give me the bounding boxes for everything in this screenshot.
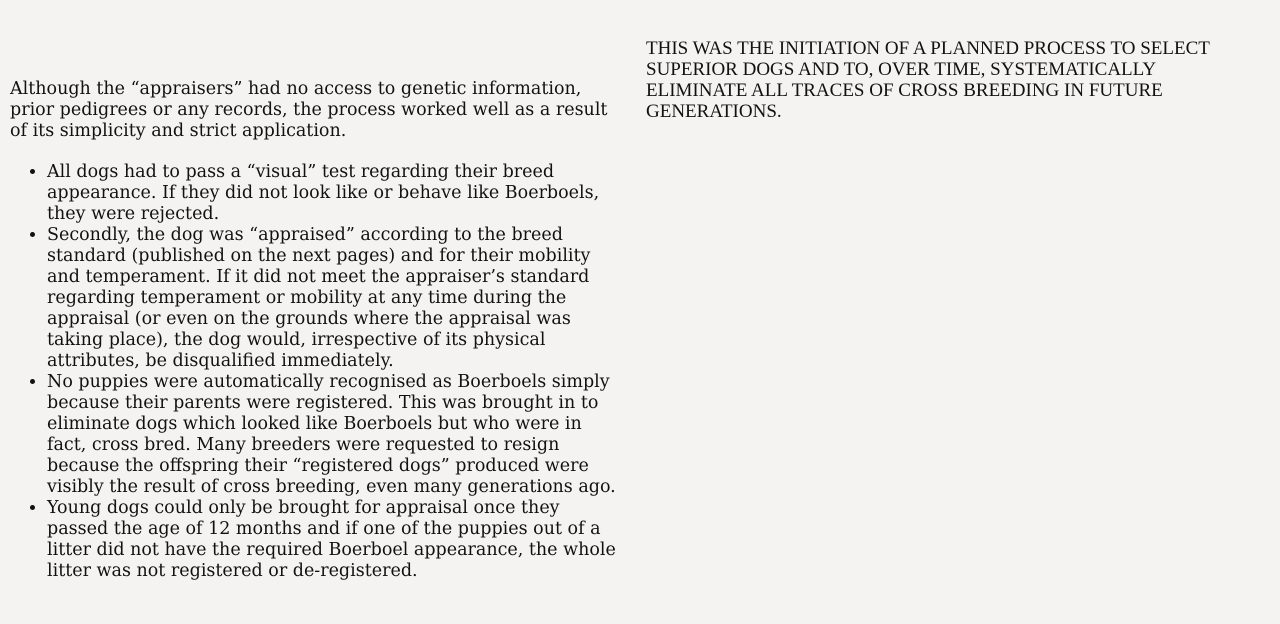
list-item: • Secondly, the dog was “appraised” according to the breed standard (published on the next pages) and for their mobility and temperament. If it did not meet the appraiser’s standard regarding temperament or mobility at any time during the appraisal (or even on the grounds where the appraisal was taking place), the dog would, irrespective of its physical attributes, be disqualified immediately. (47, 225, 625, 372)
list-item: • All dogs had to pass a “visual” test regarding their breed appearance. If they did not look like or behave like Boerboels, they were rejected. (47, 162, 625, 225)
initiation-statement: THIS WAS THE INITIATION OF A PLANNED PROCESS TO SELECT SUPERIOR DOGS AND TO, OVER TIME, SYSTEMATICALLY ELIMINATE ALL TRACES OF CROSS BREEDING IN FUTURE GENERATIONS. (646, 38, 1210, 122)
appraisal-rules-list (10, 162, 625, 582)
list-item: • Young dogs could only be brought for appraisal once they passed the age of 12 months and if one of the puppies out of a litter did not have the required Boerboel appearance, the whole litter was not registered or de-registered. (47, 498, 625, 582)
list-item: • No puppies were automatically recognised as Boerboels simply because their parents were registered. This was brought in to eliminate dogs which looked like Boerboels but who were in fact, cross bred. Many breeders were requested to resign because the offspring their “registered dogs” produced were visibly the result of cross breeding, even many generations ago. (47, 372, 625, 498)
intro-paragraph: Although the “appraisers” had no access to genetic information, prior pedigrees or any records, the process worked well as a result of its simplicity and strict application. (10, 79, 608, 141)
left-column (10, 79, 625, 582)
right-column (646, 38, 1256, 122)
